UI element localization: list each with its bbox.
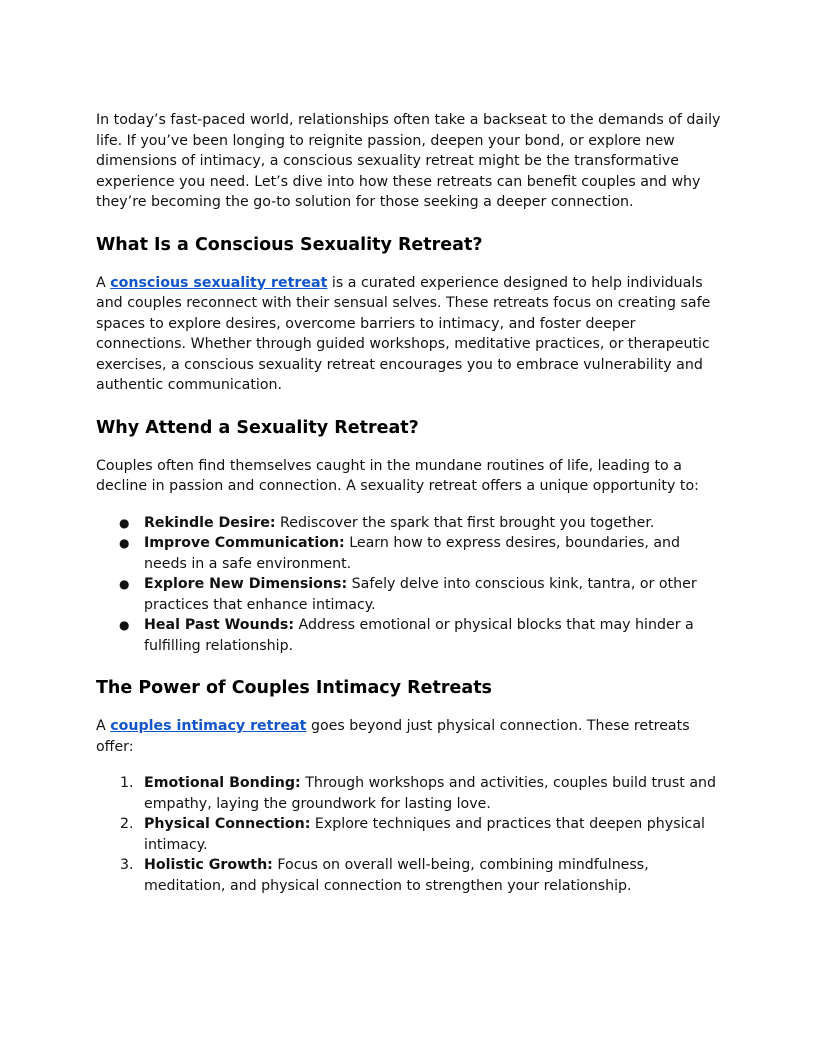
couples-intimacy-retreat-link[interactable]: couples intimacy retreat bbox=[110, 718, 307, 734]
item-text: Address emotional or physical blocks that may hinder a fulfilling relationship. bbox=[144, 617, 694, 654]
intro-paragraph: In today’s fast-paced world, relationships often take a backseat to the demands of daily life. If you’ve been longing to reignite passion, deepen your bond, or explore new dimensions of intimacy, a conscious sexuality retreat might be the transformative experience you need. Let’s dive into how these retreats can benefit couples and why they’re becoming the go-to solution for those seeking a deeper connection. bbox=[96, 112, 721, 210]
body-text: goes beyond just physical connection. These retreats offer: bbox=[96, 718, 690, 755]
item-title: Explore New Dimensions: bbox=[144, 576, 348, 592]
item-title: Heal Past Wounds: bbox=[144, 617, 294, 633]
list-item bbox=[96, 513, 724, 534]
conscious-sexuality-retreat-link[interactable]: conscious sexuality retreat bbox=[110, 274, 328, 291]
document-page bbox=[96, 110, 724, 896]
item-title: Improve Communication: bbox=[144, 535, 345, 551]
offers-numbered-list bbox=[96, 773, 724, 896]
heading-why-attend: Why Attend a Sexuality Retreat? bbox=[96, 417, 419, 438]
list-item bbox=[96, 615, 724, 656]
item-text: Focus on overall well-being, combining mindfulness, meditation, and physical connection to strengthen your relationship. bbox=[144, 857, 649, 894]
benefits-bullet-list bbox=[96, 513, 724, 657]
heading-what-is: What Is a Conscious Sexuality Retreat? bbox=[96, 234, 483, 255]
list-item bbox=[96, 814, 724, 855]
item-text: Learn how to express desires, boundaries, and needs in a safe environment. bbox=[144, 535, 681, 572]
item-text: Safely delve into conscious kink, tantra, or other practices that enhance intimacy. bbox=[144, 576, 697, 613]
item-title: Holistic Growth: bbox=[144, 857, 273, 873]
list-item bbox=[96, 773, 724, 814]
list-item bbox=[96, 574, 724, 615]
item-text: Through workshops and activities, couples build trust and empathy, laying the groundwork for lasting love. bbox=[144, 775, 717, 812]
prefix-text: A bbox=[96, 718, 111, 734]
bullet-icon: ● bbox=[119, 618, 130, 632]
section3-paragraph bbox=[96, 716, 724, 757]
bullet-icon: ● bbox=[119, 577, 130, 591]
list-number: 1. bbox=[120, 775, 134, 791]
item-title: Physical Connection: bbox=[144, 816, 311, 832]
heading-power-of-couples: The Power of Couples Intimacy Retreats bbox=[96, 678, 492, 698]
list-number: 2. bbox=[120, 816, 134, 832]
list-number: 3. bbox=[120, 857, 134, 873]
section1-paragraph bbox=[96, 273, 724, 396]
item-title: Emotional Bonding: bbox=[144, 775, 301, 791]
list-item bbox=[96, 533, 724, 574]
bullet-icon: ● bbox=[119, 515, 130, 530]
section2-paragraph: Couples often find themselves caught in the mundane routines of life, leading to a decline in passion and connection. A sexuality retreat offers a unique opportunity to: bbox=[96, 457, 699, 494]
list-item bbox=[96, 855, 724, 896]
body-text: is a curated experience designed to help individuals and couples reconnect with their sensual selves. These retreats focus on creating safe spaces to explore desires, overcome barriers to intimacy, and foster deeper connections. Whether through guided workshops, meditative practices, or therapeutic exercises, a conscious sexuality retreat encourages you to embrace vulnerability and authentic communication. bbox=[96, 274, 711, 393]
item-text: Explore techniques and practices that deepen physical intimacy. bbox=[144, 816, 705, 853]
item-title: Rekindle Desire: bbox=[144, 514, 276, 531]
item-text: Rediscover the spark that first brought you together. bbox=[275, 514, 655, 531]
prefix-text: A bbox=[96, 274, 111, 291]
bullet-icon: ● bbox=[119, 536, 130, 550]
